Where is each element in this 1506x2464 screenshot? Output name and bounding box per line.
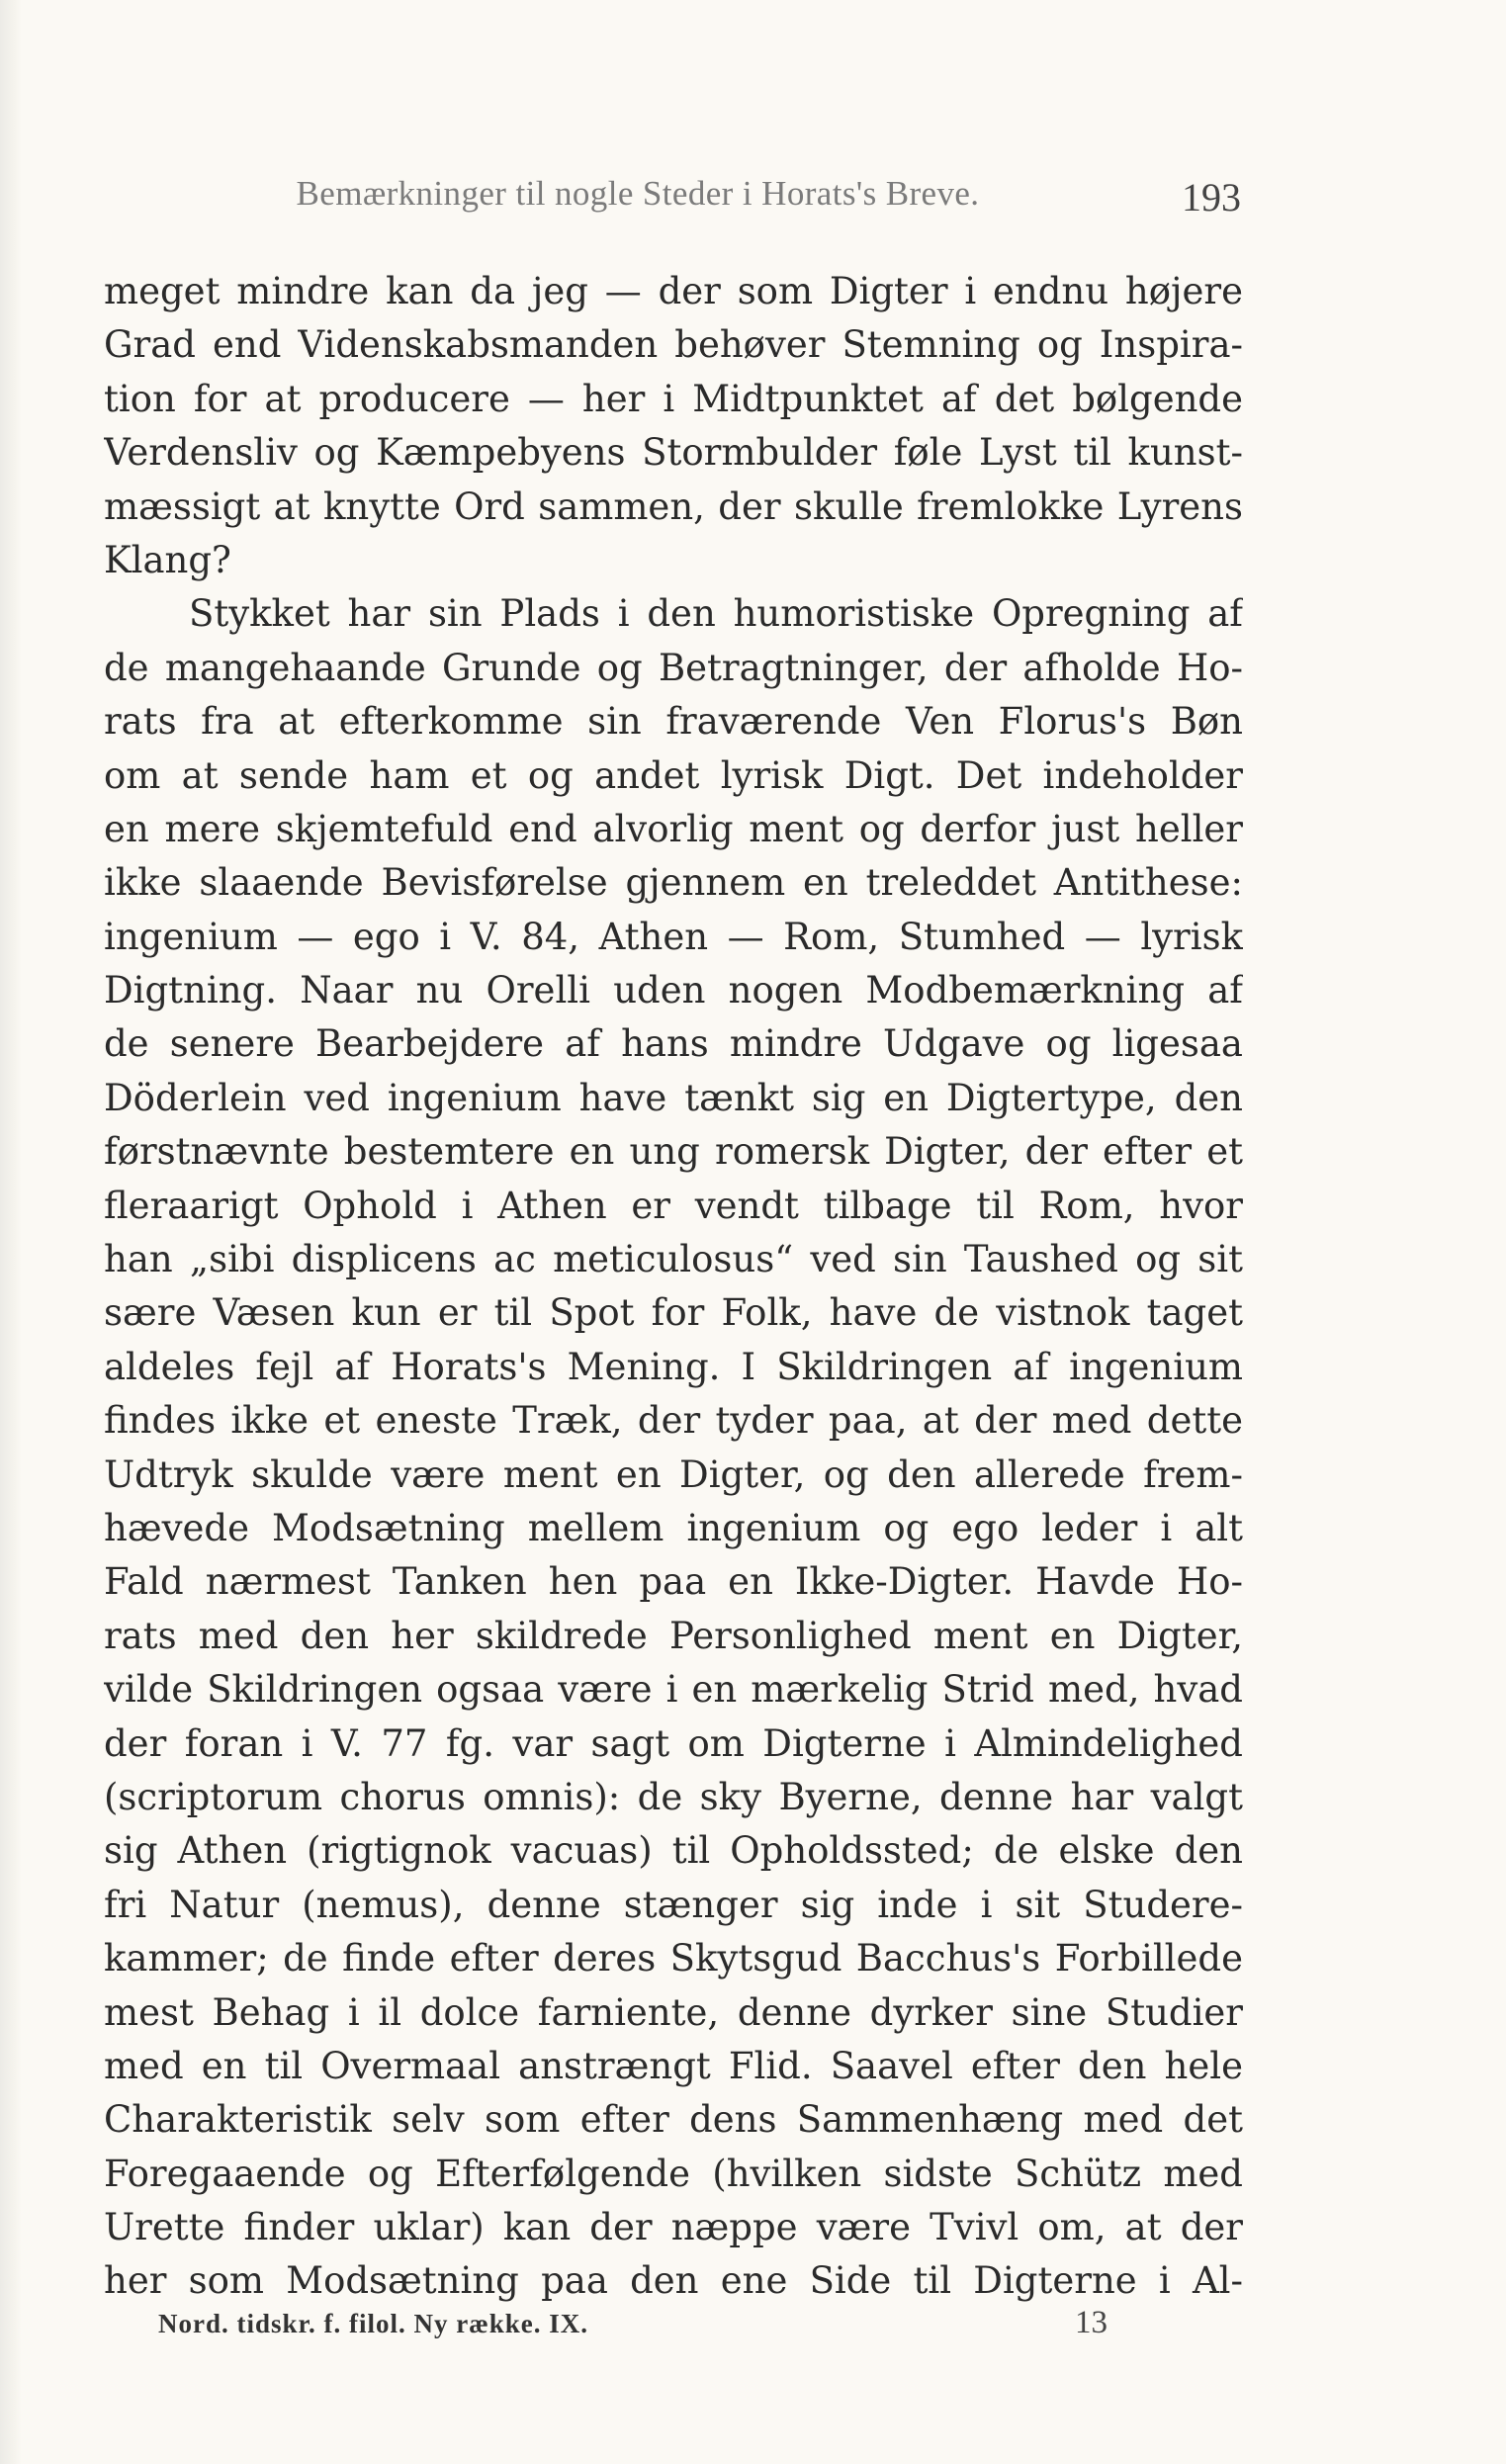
text-line-paragraph-start: Stykket har sin Plads i den humoristiske Opregning af — [189, 592, 1243, 636]
text-line: førstnævnte bestemtere en ung romersk Digter, der efter et — [104, 1130, 1243, 1174]
text-line: Verdensliv og Kæmpebyens Stormbulder føle Lyst til kunst- — [104, 431, 1243, 475]
text-line: fri Natur (nemus), denne stænger sig inde i sit Studere- — [104, 1883, 1243, 1926]
text-line: han „sibi displicens ac meticulosus“ ved sin Taushed og sit — [104, 1238, 1243, 1281]
text-line: de senere Bearbejdere af hans mindre Udgave og ligesaa — [104, 1022, 1243, 1066]
text-line: fleraarigt Ophold i Athen er vendt tilbage til Rom, hvor — [104, 1184, 1243, 1227]
text-line: om at sende ham et og andet lyrisk Digt. Det indeholder — [104, 753, 1243, 797]
text-line: mæssigt at knytte Ord sammen, der skulle fremlokke Lyrens — [104, 484, 1243, 528]
text-line: de mangehaande Grunde og Betragtninger, der afholde Ho- — [104, 646, 1243, 689]
text-line: Digtning. Naar nu Orelli uden nogen Modbemærkning af — [104, 969, 1243, 1012]
text-line: en mere skjemtefuld end alvorlig ment og derfor just heller — [104, 807, 1243, 850]
text-line: aldeles fejl af Horats's Mening. I Skildringen af ingenium — [104, 1345, 1243, 1388]
body-text — [104, 265, 1243, 2309]
sheet-number: 13 — [1075, 2305, 1107, 2340]
running-head — [193, 174, 1241, 223]
text-line: Döderlein ved ingenium have tænkt sig en Digtertype, den — [104, 1076, 1243, 1119]
text-line: Charakteristik selv som efter dens Sammenhæng med det — [104, 2098, 1243, 2142]
text-line: ingenium — ego i V. 84, Athen — Rom, Stumhed — lyrisk — [104, 915, 1243, 958]
page-footer — [158, 2305, 1107, 2348]
text-line: (scriptorum chorus omnis): de sky Byerne, denne har valgt — [104, 1775, 1243, 1818]
text-line: sig Athen (rigtignok vacuas) til Opholdssted; de elske den — [104, 1829, 1243, 1873]
text-line: kammer; de finde efter deres Skytsgud Bacchus's Forbillede — [104, 1937, 1243, 1980]
text-line: meget mindre kan da jeg — der som Digter i endnu højere — [104, 270, 1243, 312]
text-line: Urette finder uklar) kan der næppe være Tvivl om, at der — [104, 2206, 1243, 2249]
text-line: Grad end Videnskabsmanden behøver Stemning og Inspira- — [104, 323, 1243, 367]
text-line: rats med den her skildrede Personlighed ment en Digter, — [104, 1614, 1243, 1657]
text-line-paragraph-end: Klang? — [104, 538, 231, 581]
text-line: Fald nærmest Tanken hen paa en Ikke-Digter. Havde Ho- — [104, 1560, 1243, 1604]
text-line: findes ikke et eneste Træk, der tyder paa, at der med dette — [104, 1399, 1243, 1443]
text-line: Foregaaende og Efterfølgende (hvilken sidste Schütz med — [104, 2152, 1243, 2195]
printer-signature: Nord. tidskr. f. filol. Ny række. IX. — [158, 2309, 589, 2338]
text-line: her som Modsætning paa den ene Side til Digterne i Al- — [104, 2259, 1243, 2303]
running-title: Bemærkninger til nogle Steder i Horats's Breve. — [296, 174, 980, 213]
text-line: ikke slaaende Bevisførelse gjennem en treleddet Antithese: — [104, 861, 1243, 905]
text-line: mest Behag i il dolce farniente, denne dyrker sine Studier — [104, 1990, 1243, 2034]
text-line: hævede Modsætning mellem ingenium og ego leder i alt — [104, 1506, 1243, 1549]
text-line: med en til Overmaal anstrængt Flid. Saavel efter den hele — [104, 2044, 1243, 2087]
text-line: tion for at producere — her i Midtpunktet af det bølgende — [104, 377, 1243, 420]
text-line: Udtryk skulde være ment en Digter, og den allerede frem- — [104, 1452, 1243, 1496]
page-edge-shadow — [0, 0, 22, 2464]
text-line: vilde Skildringen ogsaa være i en mærkelig Strid med, hvad — [104, 1668, 1243, 1712]
text-line: der foran i V. 77 fg. var sagt om Digterne i Almindelighed — [104, 1721, 1243, 1765]
text-line: rats fra at efterkomme sin fraværende Ven Florus's Bøn — [104, 700, 1243, 744]
text-line: sære Væsen kun er til Spot for Folk, have de vistnok taget — [104, 1291, 1243, 1335]
page-number: 193 — [1182, 175, 1241, 220]
